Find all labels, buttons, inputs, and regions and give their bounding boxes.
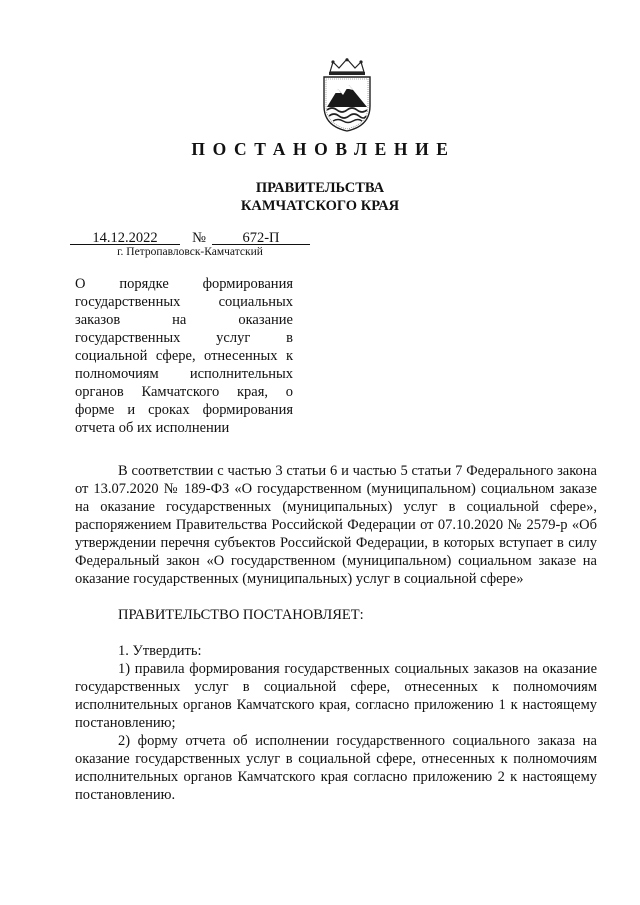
preamble-paragraph: В соответствии с частью 3 статьи 6 и частью 5 статьи 7 Федерального закона от 13.07.2020 № 189-ФЗ «О государственном (муниципальном) социальном заказе на оказание государственных (муниципальных) услуг в социальной сфере», распоряжением Правительства Российской Федерации от 07.10.2020 № 2579-р «Об утверждении перечня субъектов Российской Федерации, в которых вступает в силу Федеральный закон «О государственном (муниципальном) социальном заказе на оказание государственных (муниципальных) услуг в социальной сфере» [75,463,597,587]
item-1-subitem-2: 2) форму отчета об исполнении государственного социального заказа на оказание государственных услуг в социальной сфере, отнесенных к полномочиям исполнительных органов Камчатского края согласно приложению 2 к настоящему постановлению. [75,733,597,803]
kamchatka-coat-of-arms-icon [318,58,376,132]
document-date: 14.12.2022 [92,230,158,246]
document-subject: О порядке формирования государственных социальных заказов на оказание государственных услуг в социальной сфере, отнесенных к полномочиям исполнительных органов Камчатского края, о форме и сроках формирования отчета об их исполнении [75,276,293,436]
resolves-heading: ПРАВИТЕЛЬСТВО ПОСТАНОВЛЯЕТ: [118,607,364,623]
item-1: 1. Утвердить: [118,643,202,659]
document-type-title: ПОСТАНОВЛЕНИЕ [191,139,456,159]
issuer-line-2: КАМЧАТСКОГО КРАЯ [240,198,400,214]
document-body [75,462,597,804]
document-number: 672-П [242,230,280,246]
number-sign: № [192,230,206,246]
issuer-line-1: ПРАВИТЕЛЬСТВА [255,180,385,196]
date-underline [70,244,180,245]
issuer-block [0,179,640,215]
number-underline [212,244,310,245]
item-1-subitem-1: 1) правила формирования государственных социальных заказов на оказание государственных услуг в социальной сфере, отнесенных к полномочиям исполнительных органов Камчатского края, согласно приложению 1 к настоящему постановлению; [75,661,597,731]
city-line: г. Петропавловск-Камчатский [117,246,263,258]
